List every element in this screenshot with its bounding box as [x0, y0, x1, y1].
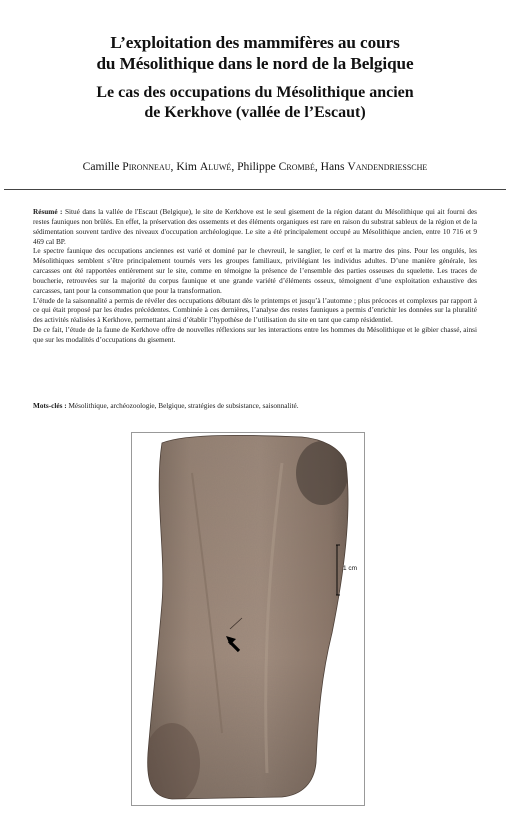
keywords-text: Mésolithique, archéozoologie, Belgique, stratégies de subsistance, saisonnalité.	[66, 402, 299, 410]
abstract-paragraph-4: De ce fait, l’étude de la faune de Kerkhove offre de nouvelles réflexions sur les interactions entre les hommes du Mésolithique et le gibier chassé, ainsi que sur les modalités d’occupations du gisement.	[33, 326, 477, 344]
author-list	[0, 160, 510, 174]
abstract	[33, 208, 477, 346]
author-separator: ,	[231, 160, 238, 173]
author-4-first: Hans	[320, 160, 348, 173]
author-2-last: Aluwé	[199, 160, 232, 173]
author-separator: ,	[170, 160, 177, 173]
subtitle-line-1: Le cas des occupations du Mésolithique ancien	[96, 84, 414, 101]
title-line-2: du Mésolithique dans le nord de la Belgique	[96, 54, 414, 73]
keywords-label: Mots-clés :	[33, 402, 67, 410]
author-2-first: Kim	[176, 160, 200, 173]
bone-photo-figure	[131, 432, 365, 806]
abstract-paragraph-1	[33, 208, 477, 247]
abstract-text-1: Situé dans la vallée de l'Escaut (Belgique), le site de Kerkhove est le seul gisement de la région datant du Mésolithique qui ait fourni des restes fauniques non brûlés. En effet, la préservation des ossements et des éléments organiques est rare en raison du substrat sableux de la région et de la sédimentation souvent tardive des niveaux d'occupation archéologique. Le site a été principalement occupé au Mésolithique ancien, entre 10 716 et 9 469 cal BP.	[33, 208, 478, 246]
author-3-first: Philippe	[237, 160, 279, 173]
subtitle-line-2: de Kerkhove (vallée de l’Escaut)	[144, 104, 366, 121]
article-subtitle	[0, 83, 510, 123]
bone-photo	[132, 433, 364, 805]
title-block	[0, 32, 510, 123]
abstract-paragraph-3: L’étude de la saisonnalité a permis de révéler des occupations débutant dès le printemps et jusqu’à l’automne ; plus précoces et complexes par rapport à ce qui était proposé par les études précédentes. Combinée à ces dernières, l’analyse des restes fauniques a permis d’enrichir les données sur la pluralité des activités réalisées à Kerkhove, permettant ainsi d’établir l’hypothèse de l’utilisation du site en tant que camp résidentiel.	[33, 296, 477, 325]
header-divider	[4, 189, 506, 190]
abstract-paragraph-2: Le spectre faunique des occupations anciennes est varié et dominé par le chevreuil, le sanglier, le cerf et la martre des pins. Pour les ongulés, les Mésolithiques semblent s’être principalement tournés vers les groupes familiaux, privilégiant les individus adultes. D’une manière générale, les carcasses ont été rapportées entièrement sur le site, comme en témoigne la présence de l’ensemble des parties osseuses du squelette. Les traces de boucherie, retrouvées sur la majorité du corpus faunique et une grande variété d’éléments osseux, témoignent d’une exploitation exhaustive des carcasses, tant pour la consommation que pour la transformation.	[33, 247, 477, 295]
author-4-last: Vandendriessche	[347, 160, 428, 173]
author-3-last: Crombé	[278, 160, 315, 173]
author-1-first: Camille	[82, 160, 123, 173]
article-title	[0, 32, 510, 74]
keywords	[33, 402, 477, 412]
author-separator: ,	[314, 160, 321, 173]
author-1-last: Pironneau	[122, 160, 171, 173]
abstract-label: Résumé :	[33, 208, 63, 216]
scale-bar-label: 1 cm	[343, 565, 358, 572]
scale-bar	[336, 543, 342, 597]
title-line-1: L’exploitation des mammifères au cours	[110, 33, 400, 52]
